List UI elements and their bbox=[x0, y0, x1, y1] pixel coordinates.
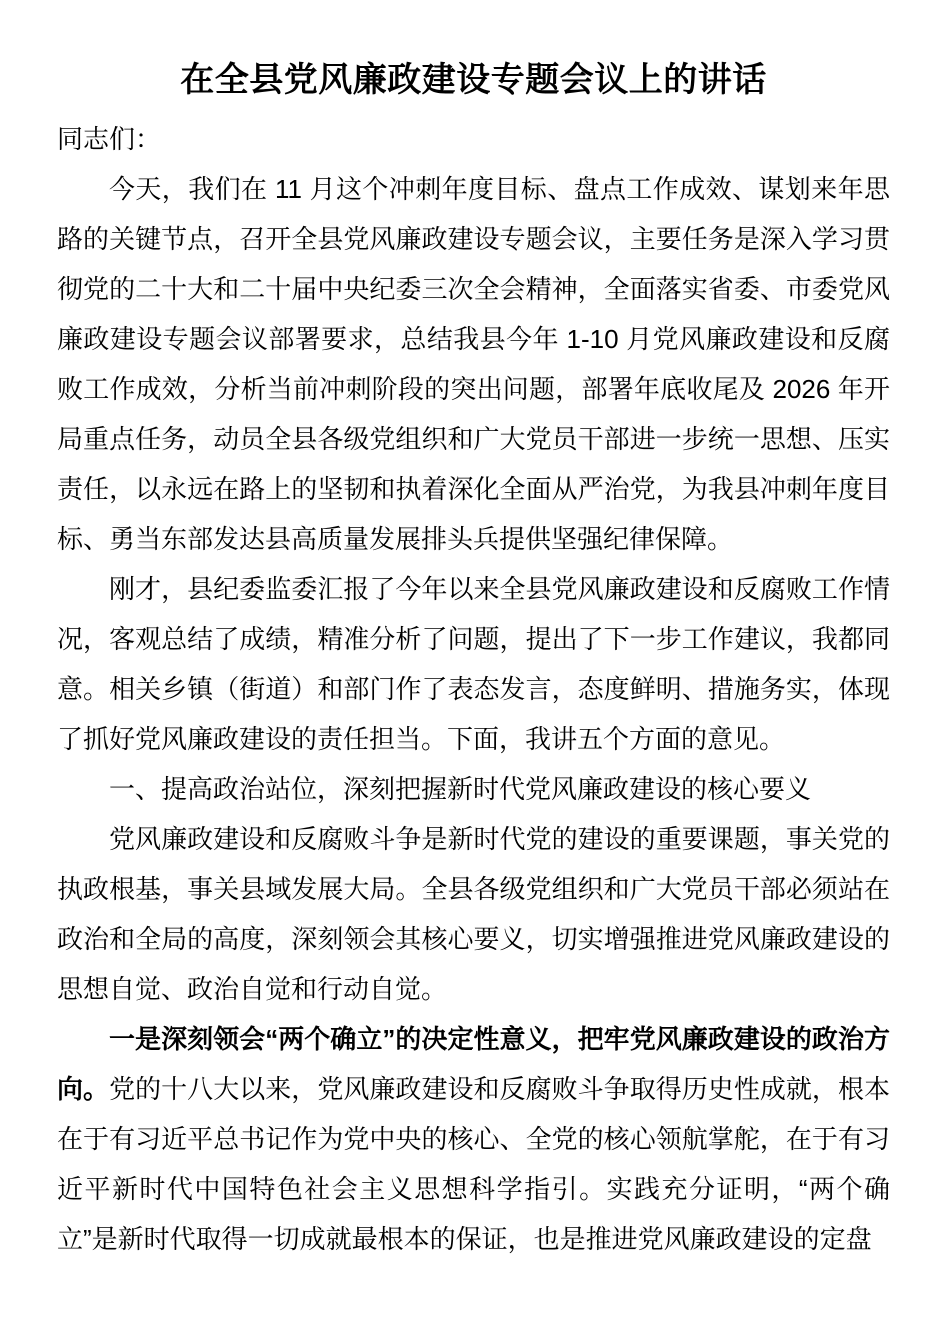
subsection-body-text: 党的十八大以来，党风廉政建设和反腐败斗争取得历史性成就，根本在于有习近平总书记作为党中央的核心、全党的核心领航掌舵，在于有习近平新时代中国特色社会主义思想科学指引。实践充分证明，“两个确立”是新时代取得一切成就最根本的保证，也是推进党风廉政建设的定盘 bbox=[57, 1074, 890, 1254]
page-title: 在全县党风廉政建设专题会议上的讲话 bbox=[180, 61, 767, 99]
section-heading-1: 一、提高政治站位，深刻把握新时代党风廉政建设的核心要义 bbox=[109, 774, 812, 804]
body-paragraph-2: 刚才，县纪委监委汇报了今年以来全县党风廉政建设和反腐败工作情况，客观总结了成绩，精准分析了问题，提出了下一步工作建议，我都同意。相关乡镇（街道）和部门作了表态发言，态度鲜明、措施务实，体现了抓好党风廉政建设的责任担当。下面，我讲五个方面的意见。 bbox=[57, 574, 890, 754]
subsection-lead-bold: 一是深刻领会“两个确立”的决定性意义，把牢党风廉政建设的政治方向。 bbox=[57, 1024, 890, 1104]
body-paragraph-3: 党风廉政建设和反腐败斗争是新时代党的建设的重要课题，事关党的执政根基，事关县域发展大局。全县各级党组织和广大党员干部必须站在政治和全局的高度，深刻领会其核心要义，切实增强推进党风廉政建设的思想自觉、政治自觉和行动自觉。 bbox=[57, 824, 890, 1004]
body-paragraph-1: 今天，我们在 11 月这个冲刺年度目标、盘点工作成效、谋划来年思路的关键节点，召开全县党风廉政建设专题会议，主要任务是深入学习贯彻党的二十大和二十届中央纪委三次全会精神，全面落实省委、市委党风廉政建设专题会议部署要求，总结我县今年 1-10 月党风廉政建设和反腐败工作成效，分析当前冲刺阶段的突出问题，部署年底收尾及 2026 年开局重点任务，动员全县各级党组织和广大党员干部进一步统一思想、压实责任，以永远在路上的坚韧和执着深化全面从严治党，为我县冲刺年度目标、勇当东部发达县高质量发展排头兵提供坚强纪律保障。 bbox=[57, 174, 890, 554]
body-paragraph-4 bbox=[57, 1014, 890, 1264]
salutation: 同志们： bbox=[57, 124, 162, 154]
